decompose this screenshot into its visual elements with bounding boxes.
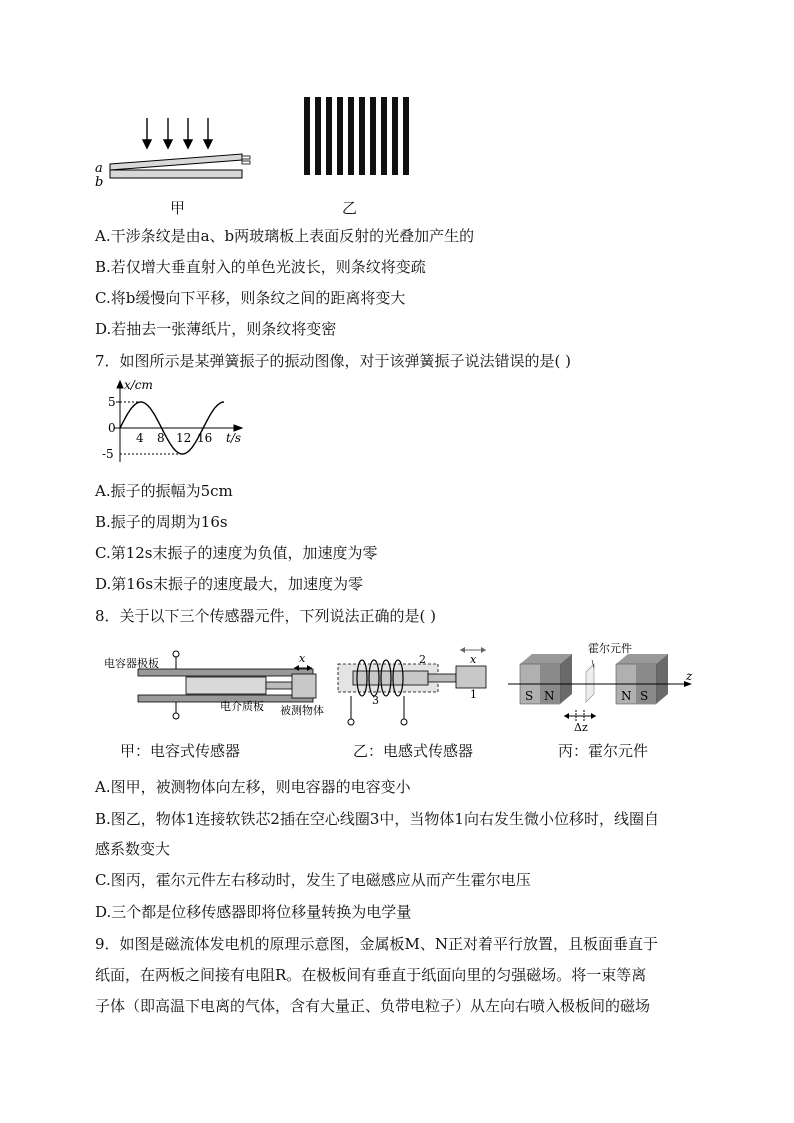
label-x-ind: x <box>470 653 477 666</box>
q7-option-a: A.振子的振幅为5cm <box>95 482 233 500</box>
y-tick-0: 0 <box>108 421 116 435</box>
vibration-graph <box>100 378 260 468</box>
q8-option-c: C.图丙，霍尔元件左右移动时，发生了电磁感应从而产生霍尔电压 <box>95 871 531 889</box>
x-tick-16: 16 <box>197 431 213 445</box>
label-dielectric: 电介质板 <box>220 700 264 713</box>
sensor-figure <box>98 636 698 732</box>
q7-option-c: C.第12s末振子的速度为负值，加速度为零 <box>95 544 378 562</box>
q6-option-b: B.若仅增大垂直射入的单色光波长，则条纹将变疏 <box>95 258 426 276</box>
y-tick-minus5: -5 <box>102 447 114 461</box>
pole-s2: S <box>640 689 649 703</box>
q7-stem: 7．如图所示是某弹簧振子的振动图像，对于该弹簧振子说法错误的是( ) <box>95 352 572 370</box>
q7-option-b: B.振子的周期为16s <box>95 513 228 531</box>
q6-option-c: C.将b缓慢向下平移，则条纹之间的距离将变大 <box>95 289 406 307</box>
label-measured-object: 被测物体 <box>280 704 324 717</box>
y-tick-5: 5 <box>108 395 116 409</box>
pole-n2: N <box>621 689 632 703</box>
q9-line-1: 9．如图是磁流体发电机的原理示意图，金属板M、N正对着平行放置，且板面垂直于 <box>95 935 659 953</box>
pole-n1: N <box>544 689 555 703</box>
label-delta-z: Δz <box>574 721 588 732</box>
fringe-pattern <box>300 97 420 177</box>
q9-line-2: 纸面，在两板之间接有电阻R。在极板间有垂直于纸面向里的匀强磁场。将一束等离 <box>95 966 647 984</box>
label-2: 2 <box>419 653 426 666</box>
q8-option-d: D.三个都是位移传感器即将位移量转换为电学量 <box>95 903 412 921</box>
y-axis-label: x/cm <box>124 378 153 392</box>
q9-line-3: 子体（即高温下电离的气体，含有大量正、负带电粒子）从左向右喷入极板间的磁场 <box>95 997 651 1015</box>
x-tick-4: 4 <box>136 431 144 445</box>
caption-capacitive: 甲：电容式传感器 <box>120 742 241 760</box>
label-1: 1 <box>470 688 477 701</box>
q8-option-b-line1: B.图乙，物体1连接软铁芯2插在空心线圈3中，当物体1向右发生微小位移时，线圈自 <box>95 810 659 828</box>
label-hall-element: 霍尔元件 <box>588 642 632 655</box>
caption-inductive: 乙：电感式传感器 <box>353 742 474 760</box>
q7-option-d: D.第16s末振子的速度最大，加速度为零 <box>95 575 364 593</box>
wedge-figure <box>92 108 262 188</box>
q6-option-a: A.干涉条纹是由a、b两玻璃板上表面反射的光叠加产生的 <box>95 227 475 245</box>
axis-z: z <box>686 669 693 683</box>
caption-jia: 甲 <box>170 199 186 217</box>
inductive-sensor-drawing <box>338 647 486 725</box>
q8-option-b-line2: 感系数变大 <box>95 840 171 858</box>
x-tick-12: 12 <box>176 431 192 445</box>
label-b: b <box>95 175 104 188</box>
label-a: a <box>95 161 103 176</box>
hall-sensor-drawing <box>508 654 692 722</box>
caption-yi: 乙 <box>342 199 358 217</box>
label-x-cap: x <box>299 652 306 665</box>
x-tick-8: 8 <box>157 431 165 445</box>
caption-hall: 丙：霍尔元件 <box>558 742 649 760</box>
q8-stem: 8．关于以下三个传感器元件，下列说法正确的是( ) <box>95 607 437 625</box>
label-3: 3 <box>372 694 379 707</box>
q6-option-d: D.若抽去一张薄纸片，则条纹将变密 <box>95 320 337 338</box>
pole-s1: S <box>525 689 534 703</box>
x-axis-label: t/s <box>226 431 242 445</box>
label-capacitor-plate: 电容器极板 <box>104 657 159 670</box>
q8-option-a: A.图甲，被测物体向左移，则电容器的电容变小 <box>95 778 411 796</box>
